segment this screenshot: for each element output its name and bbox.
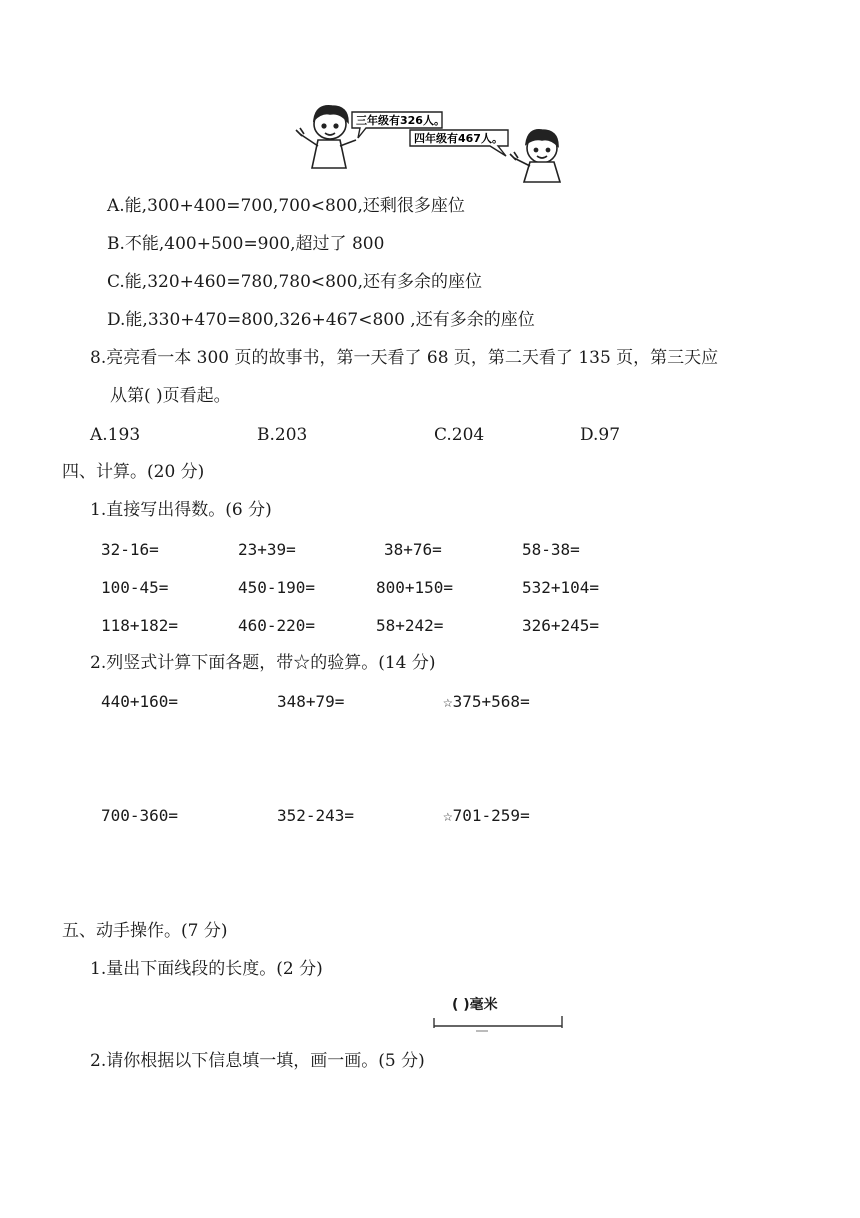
bubble-left-text: 三年级有326人。	[356, 114, 445, 127]
q7-option-b: B.不能,400+500=900,超过了 800	[107, 234, 385, 254]
q8-option-b: B.203	[257, 425, 308, 445]
q8-option-c: C.204	[434, 425, 485, 445]
children-illustration-icon	[292, 98, 572, 184]
vertical-calc-item: ☆701-259=	[443, 806, 530, 825]
vertical-calc-item: 348+79=	[277, 692, 345, 711]
vertical-calc-item: 700-360=	[101, 806, 179, 825]
q8-text-line1: 8.亮亮看一本 300 页的故事书，第一天看了 68 页，第二天看了 135 页，第三天应	[90, 348, 719, 368]
calc-item: 532+104=	[522, 578, 600, 597]
calc-item: 58+242=	[376, 616, 444, 635]
q8-option-d: D.97	[580, 425, 621, 445]
section5-q1-title: 1.量出下面线段的长度。(2 分)	[90, 959, 323, 979]
section5-title: 五、动手操作。(7 分)	[62, 921, 228, 941]
q7-option-c: C.能,320+460=780,780<800,还有多余的座位	[107, 272, 482, 292]
calc-item: 58-38=	[522, 540, 580, 559]
calc-item: 326+245=	[522, 616, 600, 635]
calc-item: 460-220=	[238, 616, 316, 635]
calc-item: 23+39=	[238, 540, 296, 559]
calc-item: 38+76=	[384, 540, 442, 559]
section4-q1-title: 1.直接写出得数。(6 分)	[90, 500, 272, 520]
vertical-calc-item: 352-243=	[277, 806, 355, 825]
ruler-answer-label: ( )毫米	[452, 997, 498, 1013]
calc-item: 100-45=	[101, 578, 169, 597]
q7-option-d: D.能,330+470=800,326+467<800 ,还有多余的座位	[107, 310, 535, 330]
q7-option-a: A.能,300+400=700,700<800,还剩很多座位	[107, 196, 465, 216]
line-segment-icon	[432, 990, 567, 1034]
calc-item: 450-190=	[238, 578, 316, 597]
q8-option-a: A.193	[90, 425, 141, 445]
line-segment-figure	[432, 990, 567, 1034]
calc-item: 800+150=	[376, 578, 454, 597]
calc-item: 32-16=	[101, 540, 159, 559]
section5-q2-title: 2.请你根据以下信息填一填，画一画。(5 分)	[90, 1051, 425, 1071]
section4-title: 四、计算。(20 分)	[62, 462, 205, 482]
vertical-calc-item: ☆375+568=	[443, 692, 530, 711]
vertical-calc-item: 440+160=	[101, 692, 179, 711]
bubble-right-text: 四年级有467人。	[414, 132, 503, 145]
calc-item: 118+182=	[101, 616, 179, 635]
q8-text-line2: 从第( )页看起。	[110, 386, 231, 406]
illustration-students	[292, 98, 572, 184]
section4-q2-title: 2.列竖式计算下面各题，带☆的验算。(14 分)	[90, 653, 436, 673]
